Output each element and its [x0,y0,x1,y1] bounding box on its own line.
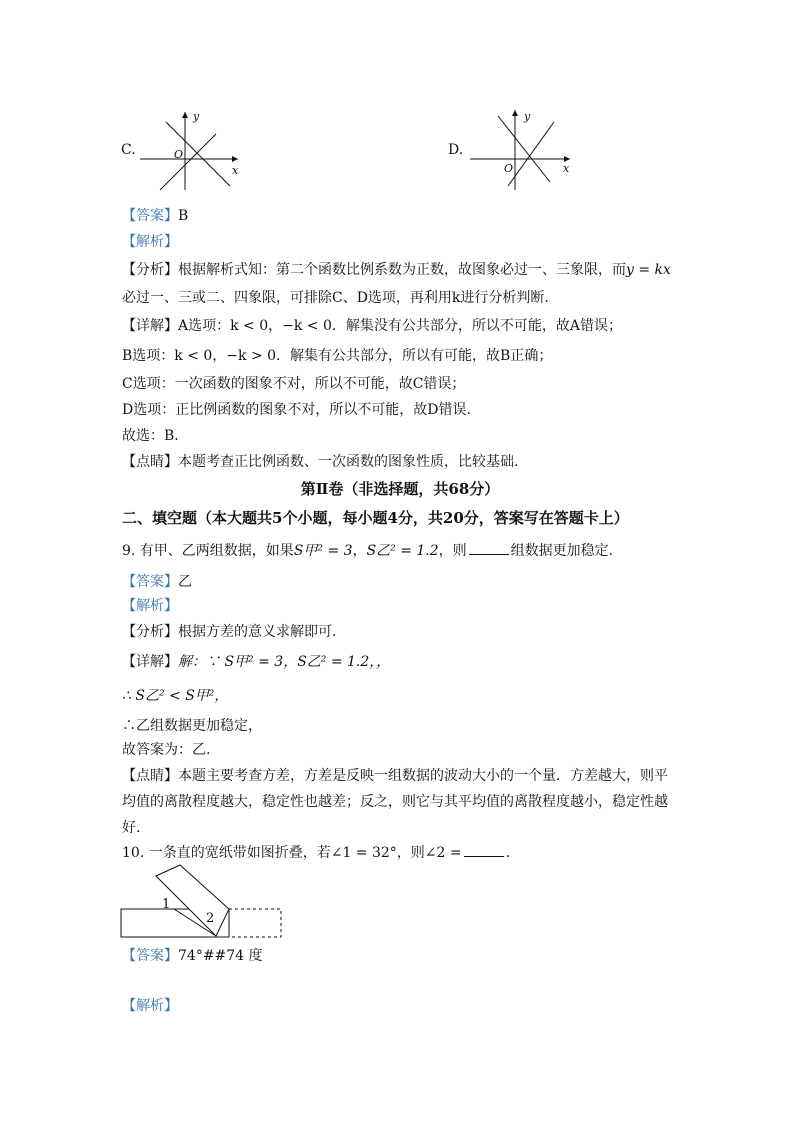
option-c-label: C. [121,142,136,158]
q10-stem-a: 10. 一条直的宽纸带如图折叠，若∠1 = 32°，则∠2 = [122,845,462,861]
fenxi-tag: 【分析】 [122,624,178,640]
angle-1-label: 1 [162,897,171,912]
part-title: 二、填空题（本大题共5个小题，每小题4分，共20分，答案写在答题卡上） [122,509,629,527]
q9-stem [122,540,613,561]
q9-s-yi: S乙² = 1.2 [366,543,439,559]
option-c-axis-x: x [232,164,239,177]
option-c-origin: O [174,148,184,161]
q10-blank [464,842,504,857]
fenxi-tag: 【分析】 [122,262,178,278]
q10-stem-b: . [505,845,511,861]
q9-step4: 故答案为：乙. [122,742,211,758]
answer-tag: 【答案】 [122,574,178,590]
q10-jiexi-tag: 【解析】 [122,998,178,1014]
q8-dianjing [122,452,518,472]
option-d-graph [468,104,576,192]
q8-option-c-analysis: C选项：一次函数的图象不对，所以不可能，故C错误； [122,376,466,392]
option-c-axis-y: y [193,110,200,123]
q8-option-d-analysis: D选项：正比例函数的图象不对，所以不可能，故D错误. [122,402,471,418]
xiangjie-tag: 【详解】 [122,654,178,670]
q8-fenxi-line1 [122,260,671,280]
q8-option-b-analysis: B选项：k < 0，−k > 0．解集有公共部分，所以有可能，故B正确； [122,348,553,364]
q8-conclusion: 故选：B． [122,428,189,444]
option-d-origin: O [504,162,514,175]
q9-s-jia: S甲² = 3 [293,543,353,559]
q9-stem-a: 9. 有甲、乙两组数据，如果 [122,543,294,559]
angle-2-label: 2 [206,911,215,926]
q9-comma: ， [352,543,367,559]
option-a-analysis: A选项：k < 0，−k < 0．解集没有公共部分，所以不可能，故A错误； [178,318,622,334]
q10-stem [122,842,510,863]
answer-tag: 【答案】 [122,208,178,224]
q9-jiexi-tag: 【解析】 [122,598,178,614]
answer-tag: 【答案】 [122,948,178,964]
q8-fenxi-line2: 必过一、三或二、四象限，可排除C、D选项，再利用k进行分析判断. [122,290,549,306]
q9-dianjing-line3: 好. [122,820,141,836]
xiangjie-text: 解：∵ S甲² = 3，S乙² = 1.2，， [178,654,391,670]
fenxi-text: 根据方差的意义求解即可. [178,624,337,640]
q9-stem-b: ，则 [438,543,467,559]
fenxi-text: 根据解析式知：第二个函数比例系数为正数，故图象必过一、三象限，而 [178,262,626,278]
q9-xiangjie [122,652,390,672]
dianjing-text-1: 本题主要考查方差，方差是反映一组数据的波动大小的一个量．方差越大，则平 [178,768,668,784]
q10-answer [122,946,263,966]
dianjing-tag: 【点睛】 [122,768,178,784]
q9-answer [122,572,192,592]
answer-value: 74°##74 度 [178,948,263,964]
q8-jiexi-tag: 【解析】 [122,234,178,250]
dianjing-text: 本题考查正比例函数、一次函数的图象性质，比较基础. [178,454,519,470]
q9-dianjing-line1 [122,766,668,786]
q9-dianjing-line2: 均值的离散程度越大，稳定性也越差；反之，则它与其平均值的离散程度越小，稳定性越 [122,794,668,810]
xiangjie-tag: 【详解】 [122,318,178,334]
q9-step2: ∴ S乙² < S甲²， [122,688,229,704]
q9-stem-c: 组数据更加稳定. [510,543,614,559]
q8-xiangjie-a [122,316,622,336]
answer-value: 乙 [178,574,192,590]
option-c-graph [138,104,246,192]
volume-title: 第Ⅱ卷（非选择题，共68分） [300,480,500,498]
folded-paper-diagram [118,862,288,944]
fenxi-formula: y = kx [626,262,671,278]
answer-value: B [178,208,189,224]
dianjing-tag: 【点睛】 [122,454,178,470]
q8-answer [122,206,188,226]
option-d-label: D. [448,142,464,158]
option-d-axis-y: y [524,110,531,123]
option-d-axis-x: x [563,162,570,175]
q9-blank [469,540,509,555]
q9-fenxi [122,622,336,642]
q9-step3: ∴乙组数据更加稳定， [122,718,262,734]
